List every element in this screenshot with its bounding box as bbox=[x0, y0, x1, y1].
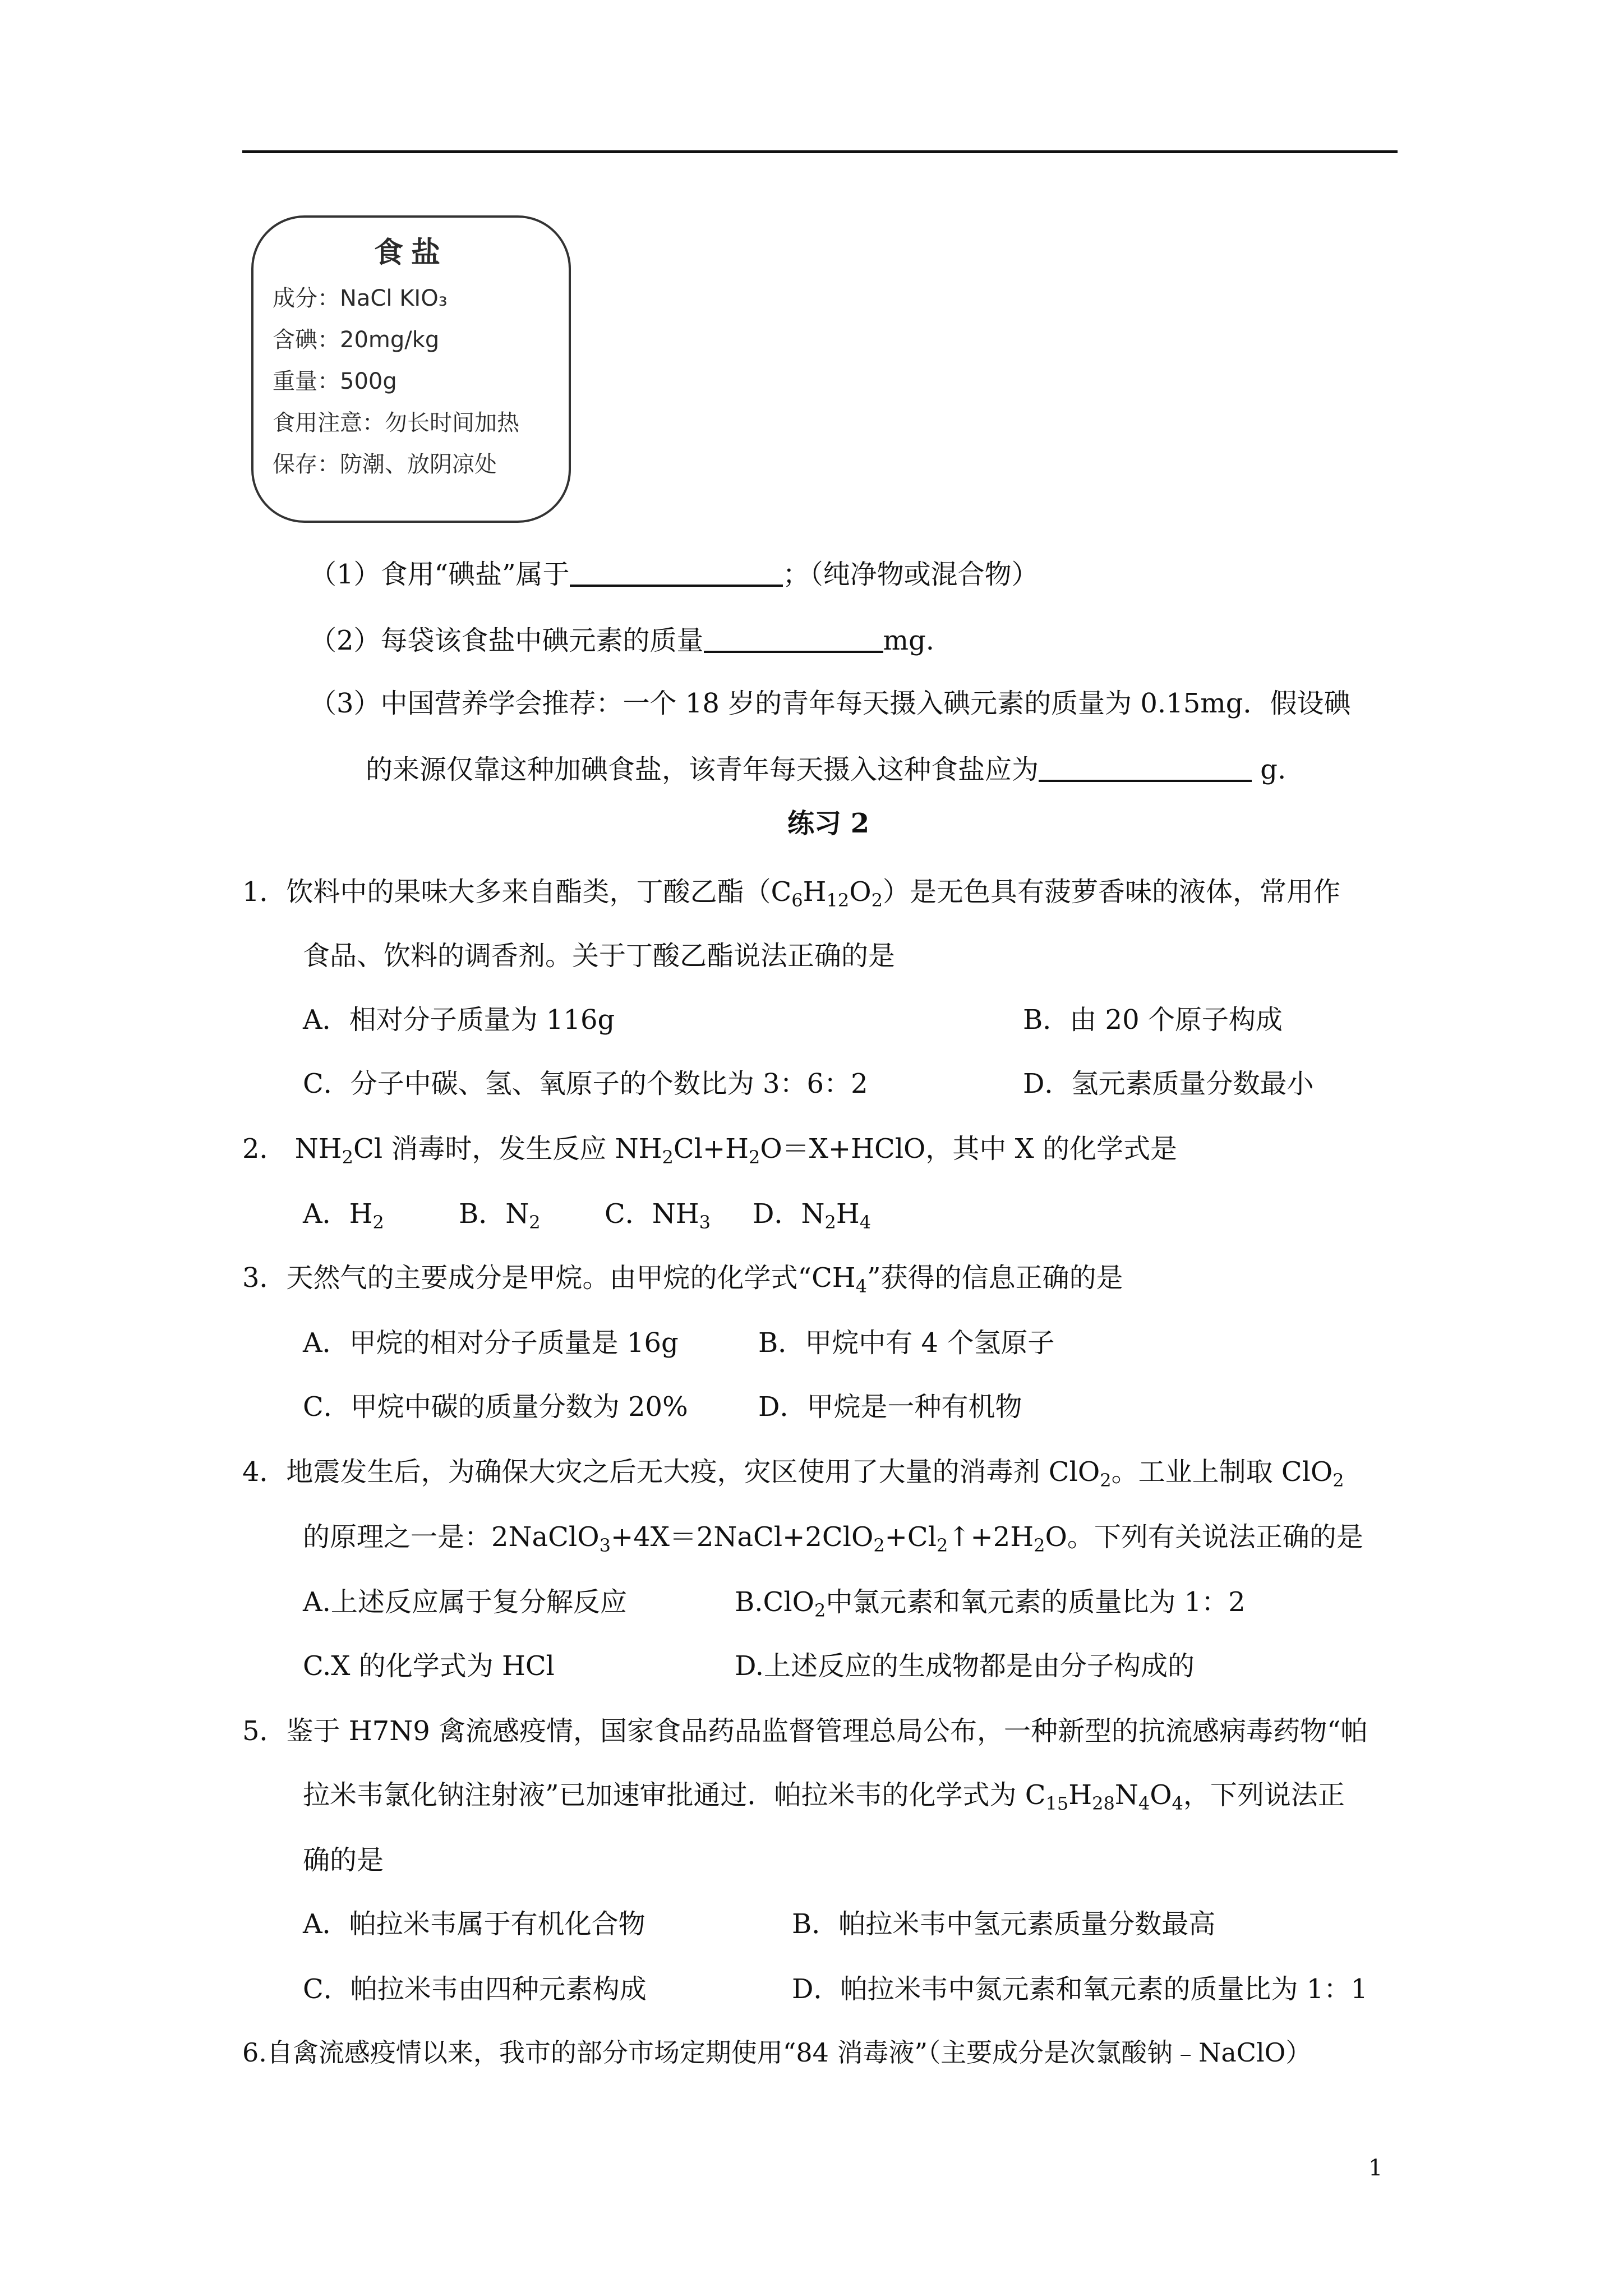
q1-option-b: B．由 20 个原子构成 bbox=[1023, 1004, 1283, 1036]
label-row-iodine: 含碘：20mg/kg bbox=[273, 327, 440, 353]
answer-blank[interactable] bbox=[1039, 755, 1252, 782]
q2-stem: 2． $NH_2Cl$ 消毒时，发生反应 $NH_2Cl+H_2O=X+HClO$，其中 X 的化学式是 bbox=[242, 1133, 1178, 1168]
q6-stem-line1: 6.自禽流感疫情以来，我市的部分市场定期使用“84 消毒液”（主要成分是次氯酸钠﹣NaClO） bbox=[242, 2037, 1312, 2068]
answer-blank[interactable] bbox=[570, 560, 783, 587]
section-title: 练习 2 bbox=[787, 808, 870, 839]
q5-option-b: B．帕拉米韦中氢元素质量分数最高 bbox=[792, 1908, 1216, 1940]
label-row-ingredients: 成分：NaCl KIO₃ bbox=[273, 286, 448, 311]
q1-option-c: C．分子中碳、氢、氧原子的个数比为 3：6：2 bbox=[303, 1068, 868, 1099]
answer-blank[interactable] bbox=[704, 626, 883, 653]
q2-option-d: D．$N_2H_4$ bbox=[753, 1198, 872, 1233]
label-title: 食盐 bbox=[374, 236, 448, 270]
q5-option-d: D．帕拉米韦中氮元素和氧元素的质量比为 1：1 bbox=[792, 1973, 1368, 2005]
q1-stem-line1: 1．饮料中的果味大多来自酯类，丁酸乙酯$(C_6H_{12}O_2)$是无色具有菠萝香味的液体，常用作 bbox=[242, 876, 1340, 911]
q4-stem-line1: 4．地震发生后，为确保大灾之后无大疫，灾区使用了大量的消毒剂 ClO$_2$。工业上制取 ClO$_2$ bbox=[242, 1456, 1344, 1491]
header-rule bbox=[242, 150, 1398, 153]
q1-option-a: A．相对分子质量为 116g bbox=[303, 1004, 615, 1036]
q1-option-d: D．氢元素质量分数最小 bbox=[1023, 1068, 1314, 1099]
prev-q3-line1: （3）中国营养学会推荐：一个 18 岁的青年每天摄入碘元素的质量为 0.15mg．假设碘 bbox=[310, 688, 1351, 719]
label-row-weight: 重量：500g bbox=[273, 369, 397, 394]
q5-stem-line2: 拉米韦氯化钠注射液”已加速审批通过．帕拉米韦的化学式为 $C_{15}H_{28}N_4O_4$，下列说法正 bbox=[303, 1779, 1345, 1814]
page-number: 1 bbox=[1368, 2155, 1383, 2181]
q4-option-d: D.上述反应的生成物都是由分子构成的 bbox=[735, 1650, 1195, 1682]
q3-option-c: C．甲烷中碳的质量分数为 20% bbox=[303, 1391, 688, 1423]
q1-stem-line2: 食品、饮料的调香剂。关于丁酸乙酯说法正确的是 bbox=[303, 940, 896, 972]
prev-q1: （1）食用“碘盐”属于 ；（纯净物或混合物） bbox=[310, 559, 1039, 590]
q3-option-b: B．甲烷中有 4 个氢原子 bbox=[758, 1327, 1055, 1359]
q2-option-a: A．$H_2$ bbox=[303, 1198, 384, 1233]
label-row-caution: 食用注意：勿长时间加热 bbox=[273, 410, 519, 436]
prev-q2: （2）每袋该食盐中碘元素的质量 mg. bbox=[310, 625, 935, 656]
q5-stem-line1: 5．鉴于 H7N9 禽流感疫情，国家食品药品监督管理总局公布，一种新型的抗流感病毒药物“帕 bbox=[242, 1715, 1368, 1747]
q3-stem: 3．天然气的主要成分是甲烷。由甲烷的化学式“$CH_4$”获得的信息正确的是 bbox=[242, 1262, 1123, 1297]
q4-option-b: B.ClO$_2$中氯元素和氧元素的质量比为 1：2 bbox=[735, 1586, 1246, 1621]
q4-option-c: C.X 的化学式为 HCl bbox=[303, 1650, 555, 1682]
q4-stem-line2: 的原理之一是：$2NaClO_3+4X=2NaCl+2ClO_2+Cl_2↑+2H_2O$。下列有关说法正确的是 bbox=[303, 1521, 1363, 1556]
q4-option-a: A.上述反应属于复分解反应 bbox=[303, 1586, 627, 1618]
q2-option-b: B．$N_2$ bbox=[459, 1198, 541, 1233]
label-row-storage: 保存：防潮、放阴凉处 bbox=[273, 452, 497, 477]
q3-option-a: A．甲烷的相对分子质量是 16g bbox=[303, 1327, 679, 1359]
q5-option-a: A．帕拉米韦属于有机化合物 bbox=[303, 1908, 645, 1940]
salt-label-card bbox=[251, 215, 571, 523]
prev-q3-line2: 的来源仅靠这种加碘食盐，该青年每天摄入这种食盐应为 g. bbox=[366, 754, 1287, 785]
q3-option-d: D．甲烷是一种有机物 bbox=[758, 1391, 1022, 1423]
q5-option-c: C．帕拉米韦由四种元素构成 bbox=[303, 1973, 647, 2005]
q5-stem-line3: 确的是 bbox=[303, 1844, 384, 1876]
q2-option-c: C．$NH_3$ bbox=[605, 1198, 711, 1233]
